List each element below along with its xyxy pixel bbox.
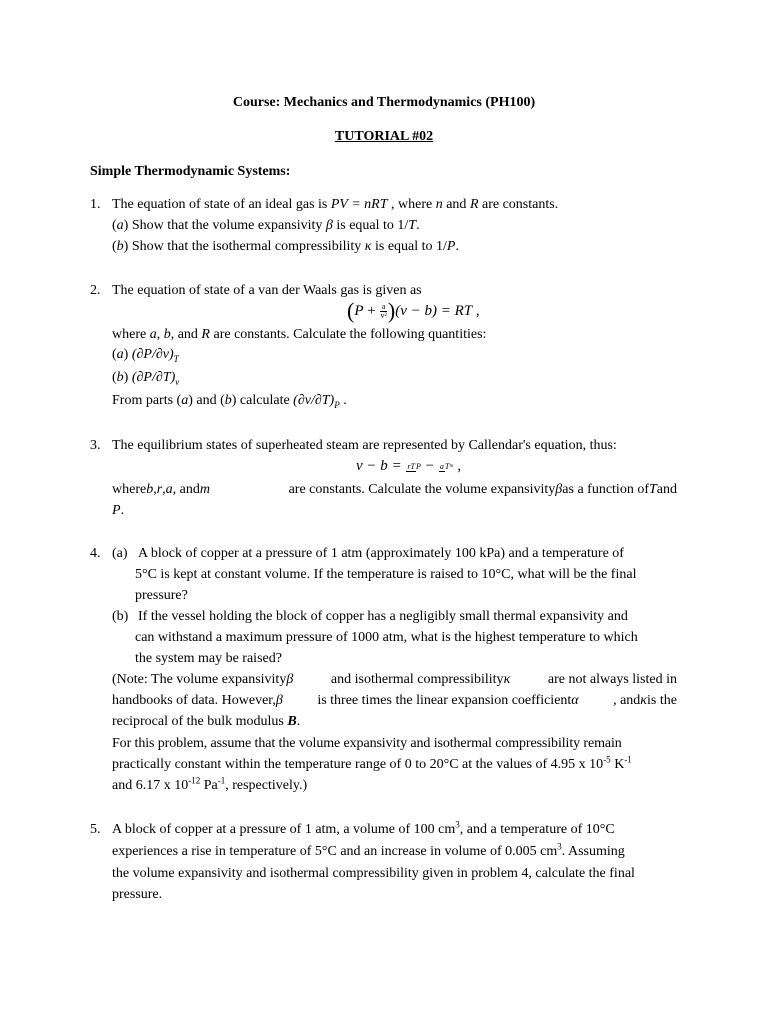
problem-4-number: 4. (90, 546, 101, 561)
problem-4-assumption-line-3: and 6.17 x $10^{-12}$ $Pa^{-1}$, respectively.) (112, 775, 308, 793)
section-heading: Simple Thermodynamic Systems: (90, 164, 291, 179)
problem-3-intro: The equilibrium states of superheated steam are represented by Callendar's equation, thus: (112, 438, 617, 453)
problem-4b-line-2: can withstand a maximum pressure of 1000 atm, what is the highest temperature to which (135, 630, 638, 645)
problem-4a-line-2: 5°C is kept at constant volume. If the temperature is raised to 10°C, what will be the final (135, 567, 637, 582)
problem-5-line-1: A block of copper at a pressure of 1 atm, a volume of 100 $cm^3$, and a temperature of 10°C (112, 819, 615, 837)
problem-2a: (a) $(\partial P/\partial v)_T$ (112, 347, 179, 364)
problem-4a-label: (a) (112, 546, 128, 561)
tutorial-title: TUTORIAL #02 (334, 129, 434, 144)
problem-2-final: From parts (a) and (b) calculate $(\partial v/\partial T)_P$ . (112, 393, 347, 410)
problem-1b: (b) Show that the isothermal compressibility κ is equal to 1/P. (112, 239, 459, 254)
course-title: Course: Mechanics and Thermodynamics (PH100) (232, 95, 536, 110)
problem-3-constants-end: P. (112, 503, 125, 518)
problem-4-note-line-3: reciprocal of the bulk modulus B. (112, 714, 301, 729)
problem-2-number: 2. (90, 283, 101, 298)
problem-4a-line-3: pressure? (135, 588, 188, 603)
problem-4b-line-1: If the vessel holding the block of copper has a negligibly small thermal expansivity and (138, 609, 628, 624)
problem-4a-line-1: A block of copper at a pressure of 1 atm (approximately 100 kPa) and a temperature of (138, 546, 624, 561)
problem-4-note-line-2: handbooks of data. However,β is three times the linear expansion coefficientα , andκis the (112, 693, 677, 708)
problem-5-number: 5. (90, 822, 101, 837)
problem-4b-label: (b) (112, 609, 129, 624)
problem-5-line-2: experiences a rise in temperature of 5°C and an increase in volume of 0.005 $cm^3$. Assuming (112, 841, 625, 859)
problem-4-note-line-1: (Note: The volume expansivityβ and isothermal compressibilityκ are not always listed in (112, 672, 677, 687)
van-der-waals-equation: (P + $\frac{a}{\text{v²}}$ )(v − b) = RT , (347, 298, 480, 323)
problem-4-assumption-line-1: For this problem, assume that the volume expansivity and isothermal compressibility remain (112, 736, 622, 751)
problem-4-assumption-line-2: practically constant within the temperature range of 0 to 20°C at the values of 4.95 x $10^{-5}$ $K^{-1}$ (112, 754, 632, 772)
problem-2-intro: The equation of state of a van der Waals gas is given as (112, 283, 422, 298)
problem-3-number: 3. (90, 438, 101, 453)
problem-2-constants: where a, b, and R are constants. Calculate the following quantities: (112, 327, 487, 342)
callendar-equation: v − b = rTP − aTᵐ , (356, 458, 462, 474)
problem-5-line-3: the volume expansivity and isothermal compressibility given in problem 4, calculate the final (112, 866, 635, 881)
problem-1-statement: The equation of state of an ideal gas is PV = nRT , where n and R are constants. (112, 197, 559, 212)
problem-1a: (a) Show that the volume expansivity β is equal to 1/T. (112, 218, 420, 233)
problem-2b: (b) $(\partial P/\partial T)_v$ (112, 370, 180, 387)
problem-1-number: 1. (90, 197, 101, 212)
problem-4b-line-3: the system may be raised? (135, 651, 282, 666)
problem-5-line-4: pressure. (112, 887, 163, 902)
problem-3-constants: whereb,r,a, andm are constants. Calculate the volume expansivityβas a function ofTand (112, 482, 677, 497)
